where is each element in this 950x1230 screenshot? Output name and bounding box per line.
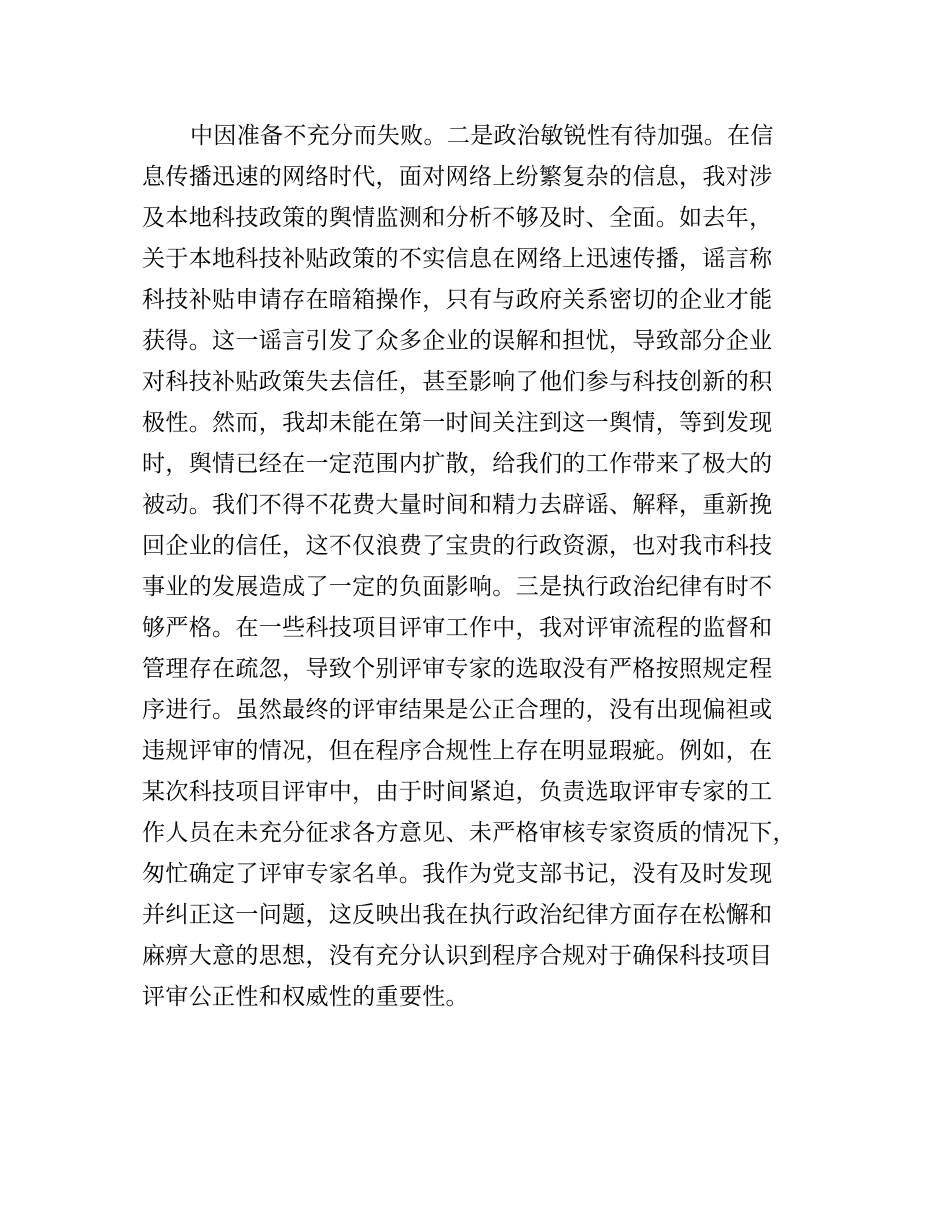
text-line: 麻痹大意的思想，没有充分认识到程序合规对于确保科技项目 — [142, 943, 773, 969]
text-line: 够严格。在一些科技项目评审工作中，我对评审流程的监督和 — [142, 615, 773, 641]
text-line: 某次科技项目评审中，由于时间紧迫，负责选取评审专家的工 — [142, 779, 773, 805]
text-line: 回企业的信任，这不仅浪费了宝贵的行政资源，也对我市科技 — [142, 533, 773, 559]
text-line: 违规评审的情况，但在程序合规性上存在明显瑕疵。例如，在 — [142, 738, 773, 764]
text-line: 匆忙确定了评审专家名单。我作为党支部书记，没有及时发现 — [142, 861, 773, 887]
text-line: 被动。我们不得不花费大量时间和精力去辟谣、解释，重新挽 — [142, 492, 773, 518]
text-line: 评审公正性和权威性的重要性。 — [142, 984, 469, 1010]
text-line: 中因准备不充分而失败。二是政治敏锐性有待加强。在信 — [190, 123, 774, 149]
text-line: 关于本地科技补贴政策的不实信息在网络上迅速传播，谣言称 — [142, 246, 773, 272]
body-paragraph — [142, 116, 842, 1018]
text-line: 管理存在疏忽，导致个别评审专家的选取没有严格按照规定程 — [142, 656, 773, 682]
text-line: 科技补贴申请存在暗箱操作，只有与政府关系密切的企业才能 — [142, 287, 773, 313]
text-line: 事业的发展造成了一定的负面影响。三是执行政治纪律有时不 — [142, 574, 773, 600]
text-line: 获得。这一谣言引发了众多企业的误解和担忧，导致部分企业 — [142, 328, 773, 354]
text-line: 时，舆情已经在一定范围内扩散，给我们的工作带来了极大的 — [142, 451, 773, 477]
text-line: 及本地科技政策的舆情监测和分析不够及时、全面。如去年， — [142, 205, 773, 231]
text-line: 息传播迅速的网络时代，面对网络上纷繁复杂的信息，我对涉 — [142, 164, 773, 190]
text-line: 作人员在未充分征求各方意见、未严格审核专家资质的情况下， — [142, 820, 796, 846]
text-line: 序进行。虽然最终的评审结果是公正合理的，没有出现偏袒或 — [142, 697, 773, 723]
text-line: 并纠正这一问题，这反映出我在执行政治纪律方面存在松懈和 — [142, 902, 773, 928]
text-line: 极性。然而，我却未能在第一时间关注到这一舆情，等到发现 — [142, 410, 773, 436]
text-line: 对科技补贴政策失去信任，甚至影响了他们参与科技创新的积 — [142, 369, 773, 395]
